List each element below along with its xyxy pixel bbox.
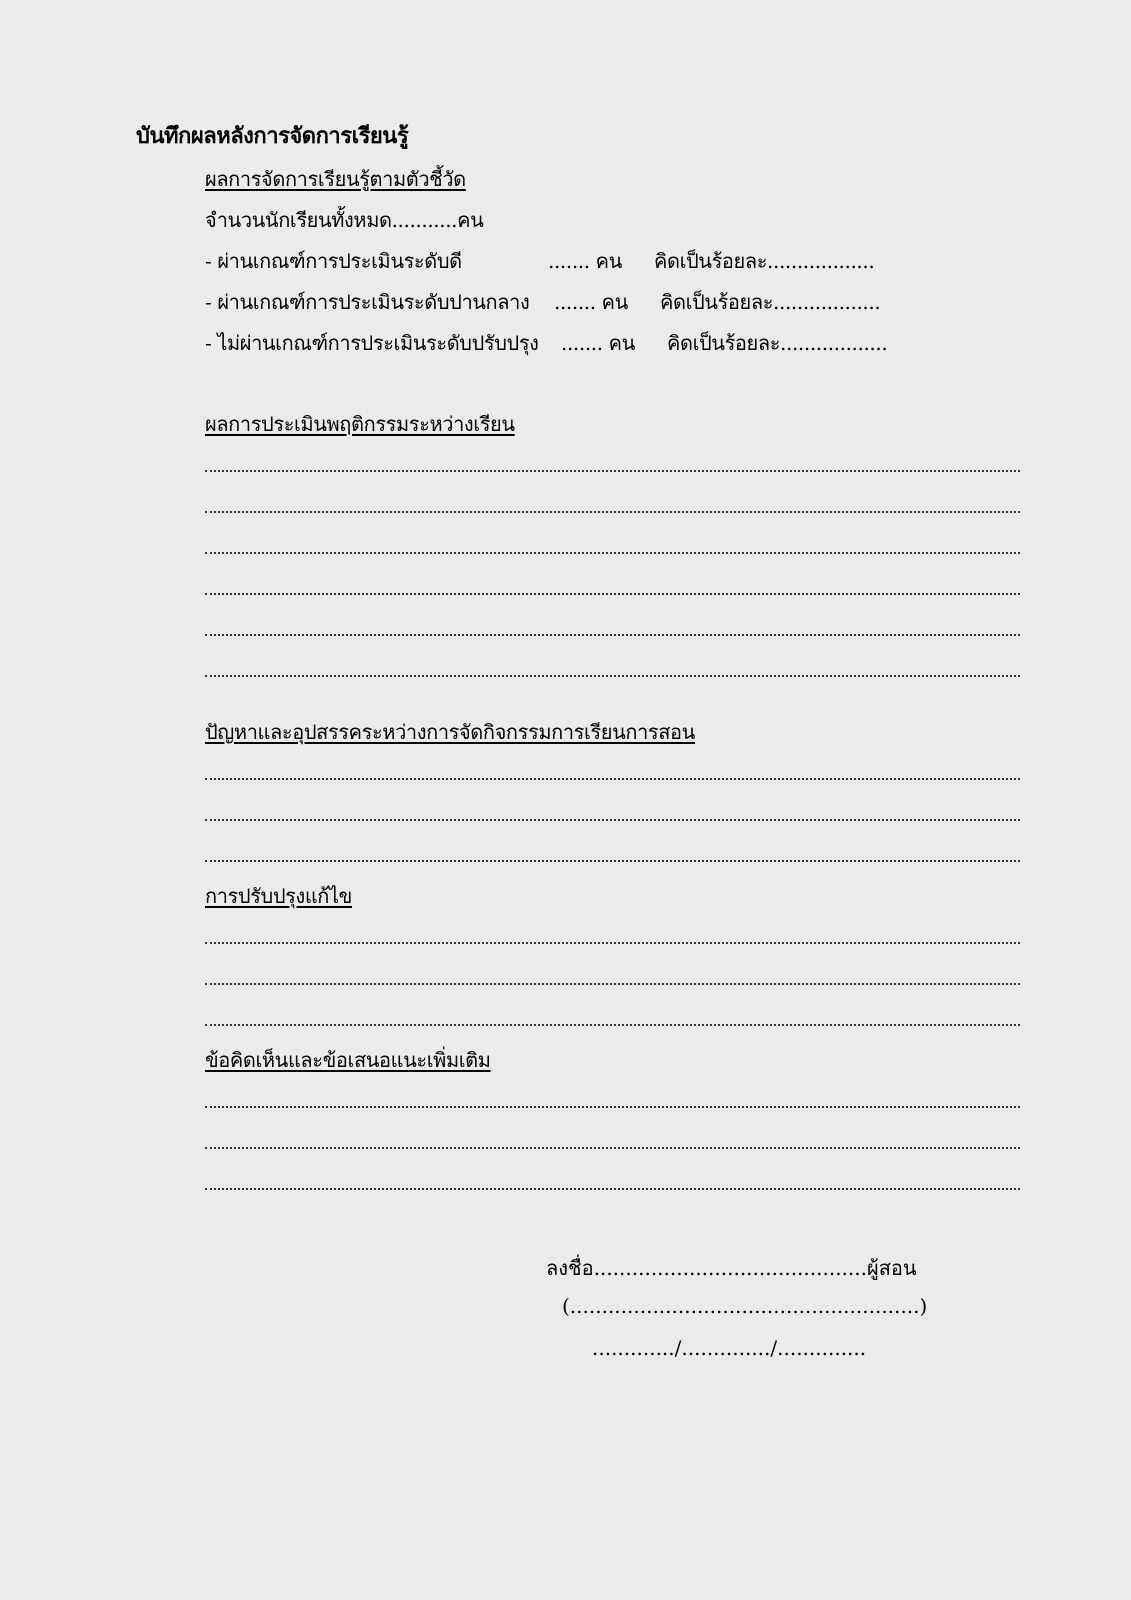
fill-line[interactable]	[205, 634, 1020, 636]
total-students-line: จำนวนนักเรียนทั้งหมด...........คน	[205, 208, 484, 232]
section-heading-learning-results: ผลการจัดการเรียนรู้ตามตัวชี้วัด	[205, 167, 466, 191]
fill-line[interactable]	[205, 1024, 1020, 1026]
row-fail-label: - ไม่ผ่านเกณฑ์การประเมินระดับปรับปรุง	[205, 331, 539, 355]
section-heading-improvement: การปรับปรุงแก้ไข	[205, 884, 352, 908]
row-good-count: ....... คน	[548, 249, 622, 273]
row-good-percent: คิดเป็นร้อยละ..................	[654, 249, 875, 273]
signature-date-line[interactable]: ............./............../..............	[592, 1336, 867, 1360]
fill-line[interactable]	[205, 819, 1020, 821]
row-medium-count: ....... คน	[554, 290, 628, 314]
fill-line[interactable]	[205, 470, 1020, 472]
fill-line[interactable]	[205, 1106, 1020, 1108]
signature-name-line[interactable]: (.......................................................)	[562, 1294, 928, 1318]
fill-line[interactable]	[205, 511, 1020, 513]
row-medium-percent: คิดเป็นร้อยละ..................	[660, 290, 881, 314]
fill-line[interactable]	[205, 942, 1020, 944]
fill-line[interactable]	[205, 593, 1020, 595]
fill-line[interactable]	[205, 860, 1020, 862]
fill-line[interactable]	[205, 778, 1020, 780]
fill-line[interactable]	[205, 675, 1020, 677]
signature-line[interactable]: ลงชื่อ...........................................ผู้สอน	[546, 1256, 917, 1280]
fill-line[interactable]	[205, 1188, 1020, 1190]
fill-line[interactable]	[205, 983, 1020, 985]
section-heading-suggestions: ข้อคิดเห็นและข้อเสนอแนะเพิ่มเติม	[205, 1048, 491, 1072]
row-medium-label: - ผ่านเกณฑ์การประเมินระดับปานกลาง	[205, 290, 530, 314]
section-heading-behavior: ผลการประเมินพฤติกรรมระหว่างเรียน	[205, 412, 515, 436]
row-good-label: - ผ่านเกณฑ์การประเมินระดับดี	[205, 249, 462, 273]
section-heading-problems: ปัญหาและอุปสรรคระหว่างการจัดกิจกรรมการเรียนการสอน	[205, 720, 695, 744]
row-fail-percent: คิดเป็นร้อยละ..................	[667, 331, 888, 355]
fill-line[interactable]	[205, 552, 1020, 554]
row-fail-count: ....... คน	[561, 331, 635, 355]
document-title: บันทึกผลหลังการจัดการเรียนรู้	[136, 123, 409, 149]
fill-line[interactable]	[205, 1147, 1020, 1149]
